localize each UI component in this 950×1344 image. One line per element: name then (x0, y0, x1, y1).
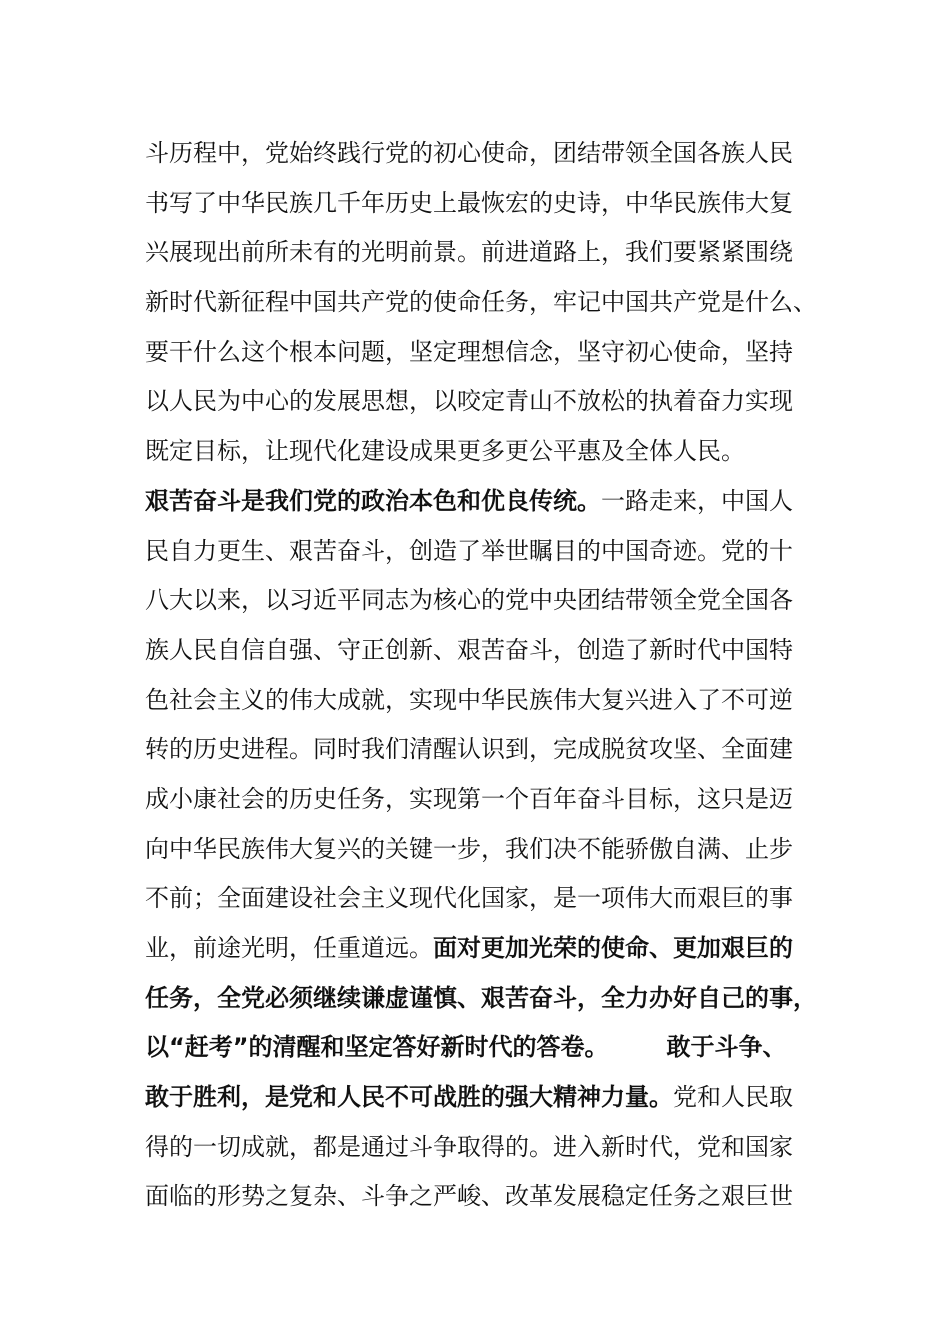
text-segment: 成小康社会的历史任务，实现第一个百年奋斗目标，这只是迈 (145, 784, 793, 813)
text-line (145, 377, 825, 427)
text-segment: 一路走来，中国人 (601, 486, 793, 515)
text-segment: 八大以来，以习近平同志为核心的党中央团结带领全党全国各 (145, 586, 793, 615)
text-line (145, 626, 825, 676)
text-line (145, 179, 825, 229)
text-line (145, 1023, 825, 1073)
text-line (145, 924, 825, 974)
text-line (145, 974, 825, 1024)
text-segment: 兴展现出前所未有的光明前景。前进道路上，我们要紧紧围绕 (145, 238, 793, 267)
text-line (145, 328, 825, 378)
bold-text-segment: 面对更加光荣的使命、更加艰巨的 (433, 934, 793, 962)
text-segment: 不前；全面建设社会主义现代化国家，是一项伟大而艰巨的事 (145, 884, 793, 913)
text-segment: 要干什么这个根本问题，坚定理想信念，坚守初心使命，坚持 (145, 337, 793, 366)
bold-text-segment: 艰苦奋斗是我们党的政治本色和优良传统。 (145, 486, 601, 515)
bold-text-segment: 敢于胜利，是党和人民不可战胜的强大精神力量。 (145, 1083, 673, 1112)
text-line (145, 676, 825, 726)
text-segment: 色社会主义的伟大成就，实现中华民族伟大复兴进入了不可逆 (145, 685, 793, 714)
text-line (145, 775, 825, 825)
text-segment: 以人民为中心的发展思想，以咬定青山不放松的执着奋力实现 (145, 387, 793, 416)
text-segment: 转的历史进程。同时我们清醒认识到，完成脱贫攻坚、全面建 (145, 735, 793, 764)
text-segment: 向中华民族伟大复兴的关键一步，我们决不能骄傲自满、止步 (145, 834, 793, 863)
text-line (145, 527, 825, 577)
text-line (145, 1172, 825, 1222)
text-line (145, 228, 825, 278)
text-segment: 党和人民取 (673, 1083, 793, 1112)
text-segment: 得的一切成就，都是通过斗争取得的。进入新时代，党和国家 (145, 1132, 793, 1161)
text-segment: 民自力更生、艰苦奋斗，创造了举世瞩目的中国奇迹。党的十 (145, 536, 793, 565)
text-line (145, 278, 825, 328)
text-line (145, 1073, 825, 1123)
text-line (145, 129, 825, 179)
text-segment: 书写了中华民族几千年历史上最恢宏的史诗，中华民族伟大复 (145, 188, 793, 217)
text-line (145, 1123, 825, 1173)
body-text (145, 129, 825, 1222)
text-segment: 面临的形势之复杂、斗争之严峻、改革发展稳定任务之艰巨世 (145, 1182, 793, 1211)
text-line (145, 825, 825, 875)
text-line (145, 427, 825, 477)
text-segment: 族人民自信自强、守正创新、艰苦奋斗，创造了新时代中国特 (145, 635, 793, 664)
text-line (145, 576, 825, 626)
text-line (145, 874, 825, 924)
text-line (145, 725, 825, 775)
text-segment: 既定目标，让现代化建设成果更多更公平惠及全体人民。 (145, 437, 745, 466)
bold-text-segment: 任务，全党必须继续谦虚谨慎、艰苦奋斗，全力办好自己的事， (145, 983, 817, 1012)
text-segment: 业，前途光明，任重道远。 (145, 934, 433, 962)
bold-text-segment: 敢于斗争、 (666, 1033, 787, 1062)
bold-text-segment: 以“赶考”的清醒和坚定答好新时代的答卷。 (145, 1033, 609, 1062)
text-segment: 新时代新征程中国共产党的使命任务，牢记中国共产党是什么、 (145, 288, 817, 317)
text-line (145, 477, 825, 527)
text-segment: 斗历程中，党始终践行党的初心使命，团结带领全国各族人民 (145, 139, 793, 167)
